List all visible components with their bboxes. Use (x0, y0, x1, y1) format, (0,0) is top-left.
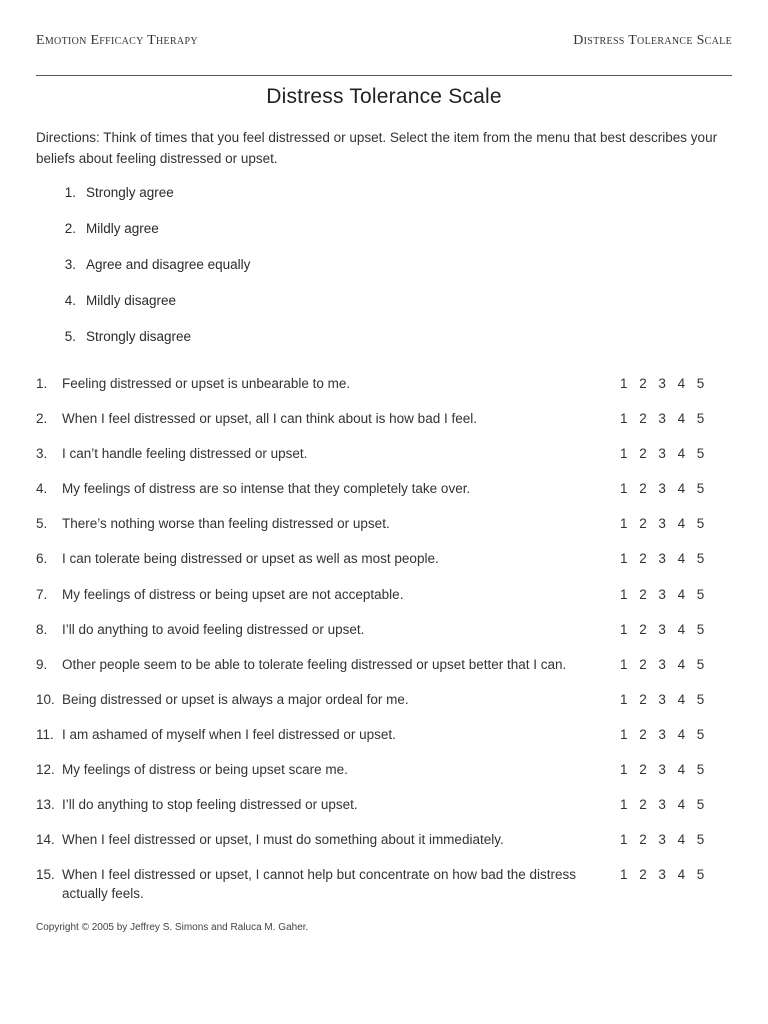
rating-option-2[interactable]: 2 (639, 656, 647, 672)
questionnaire-items (36, 374, 732, 911)
rating-option-1[interactable]: 1 (620, 516, 628, 532)
rating-option-5[interactable]: 5 (696, 691, 705, 707)
question-row (36, 725, 732, 760)
question-row (36, 444, 732, 479)
rating-option-3[interactable]: 3 (658, 516, 666, 532)
rating-option-4[interactable]: 4 (677, 481, 686, 497)
rating-option-4[interactable]: 4 (677, 691, 686, 707)
question-text: My feelings of distress or being upset scare me. (62, 762, 348, 778)
rating-option-2[interactable]: 2 (639, 446, 647, 462)
rating-option-2[interactable]: 2 (639, 516, 647, 532)
question-text: There’s nothing worse than feeling distressed or upset. (62, 516, 390, 532)
rating-option-3[interactable]: 3 (658, 446, 666, 462)
rating-options (620, 690, 716, 709)
rating-options (620, 409, 716, 428)
rating-option-3[interactable]: 3 (658, 726, 666, 742)
rating-option-5[interactable]: 5 (696, 867, 705, 883)
rating-option-4[interactable]: 4 (677, 376, 686, 391)
scale-option-number: 4. (64, 293, 76, 308)
rating-options (620, 514, 716, 533)
question-number: 3. (36, 446, 48, 462)
question-number: 9. (36, 656, 48, 672)
question-number: 15. (36, 867, 55, 883)
rating-option-2[interactable]: 2 (639, 797, 647, 813)
question-row (36, 549, 732, 584)
rating-option-2[interactable]: 2 (639, 411, 647, 427)
scale-option-number: 1. (64, 185, 76, 200)
rating-option-2[interactable]: 2 (639, 551, 647, 567)
scale-option-number: 5. (64, 329, 76, 344)
rating-option-1[interactable]: 1 (620, 551, 628, 567)
rating-option-4[interactable]: 4 (677, 621, 686, 637)
question-text: When I feel distressed or upset, I must do something about it immediately. (62, 832, 504, 848)
question-text: My feelings of distress or being upset are not acceptable. (62, 586, 404, 602)
question-number: 11. (36, 726, 54, 742)
rating-option-1[interactable]: 1 (620, 481, 628, 497)
question-text: I can tolerate being distressed or upset as well as most people. (62, 551, 439, 567)
question-row (36, 479, 732, 514)
rating-option-1[interactable]: 1 (620, 446, 628, 462)
scale-option-number: 2. (64, 221, 76, 236)
question-number: 2. (36, 411, 48, 427)
question-row (36, 655, 732, 690)
rating-options (620, 865, 716, 884)
scale-option-label: Mildly agree (86, 221, 159, 236)
rating-option-5[interactable]: 5 (696, 726, 705, 742)
rating-option-3[interactable]: 3 (658, 551, 666, 567)
question-text: Being distressed or upset is always a major ordeal for me. (62, 691, 409, 707)
rating-options (620, 585, 716, 604)
scale-option-label: Mildly disagree (86, 293, 177, 308)
rating-options (620, 760, 716, 779)
question-number: 7. (36, 586, 48, 602)
rating-option-3[interactable]: 3 (658, 376, 666, 391)
rating-option-4[interactable]: 4 (677, 586, 686, 602)
question-text: Other people seem to be able to tolerate feeling distressed or upset better that I can. (62, 656, 567, 672)
rating-options (620, 620, 716, 639)
rating-option-1[interactable]: 1 (620, 621, 628, 637)
rating-options (620, 830, 716, 849)
rating-option-2[interactable]: 2 (639, 832, 647, 848)
rating-option-2[interactable]: 2 (639, 376, 647, 391)
rating-option-3[interactable]: 3 (658, 411, 666, 427)
question-text: I’ll do anything to avoid feeling distressed or upset. (62, 621, 365, 637)
rating-option-4[interactable]: 4 (677, 411, 686, 427)
rating-option-2[interactable]: 2 (639, 762, 647, 778)
rating-option-5[interactable]: 5 (696, 446, 705, 462)
question-row (36, 585, 732, 620)
question-text: I can’t handle feeling distressed or upset. (62, 446, 308, 462)
question-row (36, 795, 732, 830)
question-text: I am ashamed of myself when I feel distressed or upset. (62, 726, 396, 742)
question-number: 10. (36, 691, 55, 707)
rating-option-1[interactable]: 1 (620, 832, 628, 848)
question-row (36, 620, 732, 655)
rating-option-5[interactable]: 5 (696, 516, 705, 532)
rating-options (620, 374, 716, 393)
rating-option-3[interactable]: 3 (658, 867, 666, 883)
scale-option-number: 3. (64, 257, 76, 272)
rating-option-3[interactable]: 3 (658, 797, 666, 813)
rating-option-4[interactable]: 4 (677, 551, 686, 567)
copyright-notice: Copyright © 2005 by Jeffrey S. Simons and Raluca M. Gaher. (36, 922, 309, 933)
question-text: When I feel distressed or upset, I cannot help but concentrate on how bad the distress actually feels. (62, 867, 577, 902)
rating-option-1[interactable]: 1 (620, 411, 628, 427)
question-text: I’ll do anything to stop feeling distressed or upset. (62, 797, 358, 813)
question-row (36, 690, 732, 725)
rating-option-1[interactable]: 1 (620, 797, 628, 813)
directions-text: Directions: Think of times that you feel distressed or upset. Select the item from the menu that best describes your beliefs about feeling distressed or upset. (36, 130, 718, 166)
rating-option-2[interactable]: 2 (639, 621, 647, 637)
rating-options (620, 795, 716, 814)
rating-options (620, 479, 716, 498)
rating-option-2[interactable]: 2 (639, 726, 647, 742)
scale-option-label: Agree and disagree equally (86, 257, 251, 272)
rating-option-2[interactable]: 2 (639, 867, 647, 883)
question-number: 12. (36, 762, 55, 778)
document-page (36, 0, 732, 1024)
rating-option-5[interactable]: 5 (696, 586, 705, 602)
rating-option-5[interactable]: 5 (696, 551, 705, 567)
question-row (36, 409, 732, 444)
rating-option-4[interactable]: 4 (677, 656, 686, 672)
question-number: 13. (36, 797, 55, 813)
rating-option-5[interactable]: 5 (696, 481, 705, 497)
rating-option-1[interactable]: 1 (620, 762, 628, 778)
question-text: My feelings of distress are so intense that they completely take over. (62, 481, 471, 497)
rating-options (620, 549, 716, 568)
rating-option-1[interactable]: 1 (620, 691, 628, 707)
rating-option-1[interactable]: 1 (620, 726, 628, 742)
header-section-title: Distress Tolerance Scale (573, 33, 732, 48)
rating-options (620, 725, 716, 744)
rating-option-5[interactable]: 5 (696, 621, 705, 637)
rating-option-4[interactable]: 4 (677, 762, 686, 778)
rating-option-3[interactable]: 3 (658, 621, 666, 637)
rating-option-5[interactable]: 5 (696, 797, 705, 813)
rating-option-4[interactable]: 4 (677, 726, 686, 742)
scale-option-label: Strongly agree (86, 185, 174, 200)
rating-option-4[interactable]: 4 (677, 832, 686, 848)
rating-option-4[interactable]: 4 (677, 446, 686, 462)
question-number: 6. (36, 551, 48, 567)
rating-option-1[interactable]: 1 (620, 656, 628, 672)
question-text: Feeling distressed or upset is unbearable to me. (62, 376, 351, 391)
question-text: When I feel distressed or upset, all I can think about is how bad I feel. (62, 411, 477, 427)
rating-option-3[interactable]: 3 (658, 481, 666, 497)
question-row (36, 865, 732, 911)
question-row (36, 514, 732, 549)
question-number: 4. (36, 481, 48, 497)
rating-options (620, 444, 716, 463)
question-number: 14. (36, 832, 55, 848)
header-book-title: Emotion Efficacy Therapy (36, 33, 198, 48)
rating-option-3[interactable]: 3 (658, 656, 666, 672)
rating-option-2[interactable]: 2 (639, 481, 647, 497)
rating-option-4[interactable]: 4 (677, 867, 686, 883)
rating-options (620, 655, 716, 674)
rating-option-1[interactable]: 1 (620, 586, 628, 602)
question-number: 8. (36, 621, 48, 637)
rating-option-3[interactable]: 3 (658, 762, 666, 778)
rating-option-1[interactable]: 1 (620, 867, 628, 883)
rating-option-1[interactable]: 1 (620, 376, 628, 391)
rating-option-4[interactable]: 4 (677, 516, 686, 532)
rating-option-3[interactable]: 3 (658, 586, 666, 602)
rating-option-5[interactable]: 5 (696, 832, 705, 848)
rating-option-5[interactable]: 5 (696, 762, 705, 778)
question-row (36, 830, 732, 865)
rating-option-5[interactable]: 5 (696, 376, 705, 391)
rating-option-3[interactable]: 3 (658, 691, 666, 707)
rating-option-2[interactable]: 2 (639, 691, 647, 707)
rating-option-5[interactable]: 5 (696, 656, 705, 672)
question-number: 1. (36, 376, 48, 391)
header-divider (36, 75, 732, 76)
page-title: Distress Tolerance Scale (266, 85, 502, 108)
rating-option-5[interactable]: 5 (696, 411, 705, 427)
rating-option-4[interactable]: 4 (677, 797, 686, 813)
running-header (36, 33, 732, 49)
rating-option-2[interactable]: 2 (639, 586, 647, 602)
question-number: 5. (36, 516, 48, 532)
question-row (36, 374, 732, 409)
scale-option-label: Strongly disagree (86, 329, 192, 344)
question-row (36, 760, 732, 795)
rating-option-3[interactable]: 3 (658, 832, 666, 848)
